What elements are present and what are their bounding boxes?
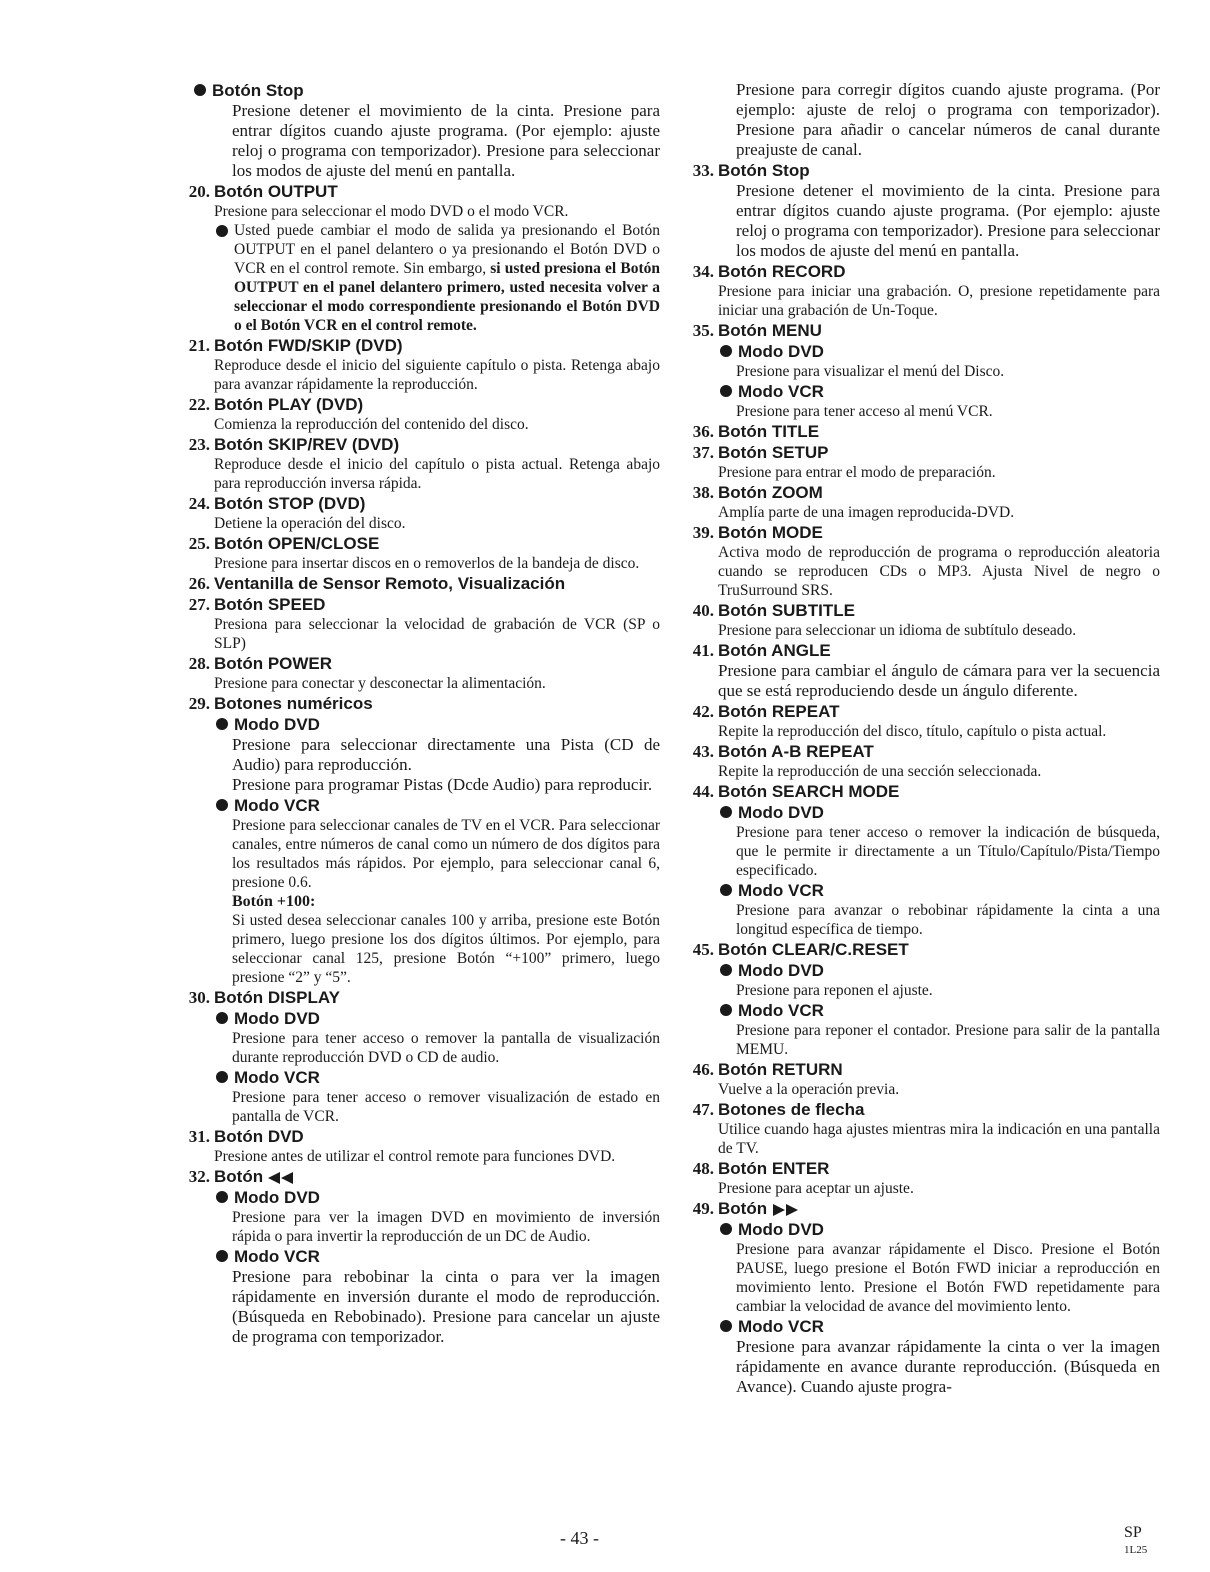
entry-title: Botón MODE [718, 523, 823, 542]
bullet-dot-icon [216, 718, 228, 730]
left-column [170, 80, 660, 1347]
entry-text: Activa modo de reproducción de programa o reproducción aleatoria cuando se reproducen CDs o MP3. Ajusta Nivel de negro o TruSurround SRS. [718, 544, 1160, 599]
entry-text: Presione para seleccionar un idioma de subtítulo deseado. [718, 622, 1077, 639]
bullet-dot-icon [720, 385, 732, 397]
entry-text: Presione para seleccionar el modo DVD o el modo VCR. [214, 203, 569, 220]
entry-text: Presiona para seleccionar la velocidad de grabación de VCR (SP o SLP) [214, 616, 660, 652]
entry-number: 46. [692, 1060, 714, 1079]
entry-title: Botón Stop [718, 161, 810, 180]
document-code: 1L25 [1124, 1544, 1148, 1556]
entry-41 [674, 640, 1160, 701]
mode-dvd-label: Modo DVD [738, 803, 824, 822]
entry-number: 40. [692, 601, 714, 620]
entry-number: 41. [692, 641, 714, 660]
entry-title [718, 1198, 1160, 1219]
mode-vcr-text: Presione para tener acceso al menú VCR. [736, 403, 993, 420]
entry-text: Repite la reproducción del disco, título, capítulo o pista actual. [718, 723, 1107, 740]
entry-number: 32. [188, 1167, 210, 1186]
entry-number: 47. [692, 1100, 714, 1119]
entry-text: Presione detener el movimiento de la cinta. Presione para entrar dígitos cuando ajuste programa. (Por ejemplo: ajuste reloj o programa con temporizador). Presione para seleccionar los modos de ajuste del menú en pantalla. [736, 181, 1160, 260]
entry-42 [674, 701, 1160, 741]
mode-vcr-label: Modo VCR [234, 1247, 320, 1266]
entry-text: Utilice cuando haga ajustes mientras mira la indicación en una pantalla de TV. [718, 1121, 1160, 1157]
bullet-dot-icon [216, 1191, 228, 1203]
entry-title: Botón DVD [214, 1127, 304, 1146]
entry-number: 25. [188, 534, 210, 553]
entry-text: Presione detener el movimiento de la cinta. Presione para entrar dígitos cuando ajuste programa. (Por ejemplo: ajuste reloj o programa con temporizador). Presione para seleccionar los modos de ajuste del menú en pantalla. [232, 101, 660, 180]
entry-32-continued [674, 80, 1160, 160]
mode-dvd-text: Presione para ver la imagen DVD en movimiento de inversión rápida o para invertir la reproducción de un DC de Audio. [232, 1209, 660, 1245]
bullet-dot-icon [194, 84, 206, 96]
entry-31 [170, 1126, 660, 1166]
entry-37 [674, 442, 1160, 482]
entry-title: Botones numéricos [214, 694, 373, 713]
mode-vcr-text: Presione para tener acceso o remover visualización de estado en pantalla de VCR. [232, 1089, 660, 1125]
mode-dvd-text: Presione para visualizar el menú del Disco. [736, 363, 1005, 380]
entry-number: 33. [692, 161, 714, 180]
bullet-dot-icon [720, 1320, 732, 1332]
mode-vcr-label: Modo VCR [234, 1068, 320, 1087]
entry-title: Botón SPEED [214, 595, 326, 614]
entry-30 [170, 987, 660, 1126]
entry-number: 27. [188, 595, 210, 614]
entry-46 [674, 1059, 1160, 1099]
entry-stop-cont [170, 80, 660, 181]
entry-title: Botón SKIP/REV (DVD) [214, 435, 400, 454]
entry-text: Presione para insertar discos en o removerlos de la bandeja de disco. [214, 555, 640, 572]
entry-number: 28. [188, 654, 210, 673]
entry-48 [674, 1158, 1160, 1198]
entry-title: Botón TITLE [718, 422, 820, 441]
entry-27 [170, 594, 660, 653]
entry-number: 35. [692, 321, 714, 340]
page-number: - 43 - [560, 1528, 599, 1548]
entry-number: 34. [692, 262, 714, 281]
entry-title [214, 1166, 660, 1187]
entry-number: 45. [692, 940, 714, 959]
mode-vcr-label: Modo VCR [738, 1001, 824, 1020]
bullet-dot-icon [720, 806, 732, 818]
entry-text: Vuelve a la operación previa. [718, 1081, 900, 1098]
bullet-dot-icon [216, 1250, 228, 1262]
entry-title: Botón RETURN [718, 1060, 843, 1079]
entry-28 [170, 653, 660, 693]
entry-title: Botón PLAY (DVD) [214, 395, 364, 414]
bullet-dot-icon [720, 884, 732, 896]
entry-text: Reproduce desde el inicio del capítulo o pista actual. Retenga abajo para reproducción inversa rápida. [214, 456, 660, 492]
mode-vcr-text: Presione para reponer el contador. Presione para salir de la pantalla MEMU. [736, 1022, 1160, 1058]
mode-vcr-text: Presione para seleccionar canales de TV en el VCR. Para seleccionar canales, entre números de canal como un número de dos dígitos para los resultados más rápidos. Por ejemplo, para seleccionar canal 6, presione 0.6. [232, 817, 660, 891]
continued-text: Presione para corregir dígitos cuando ajuste programa. (Por ejemplo: ajuste de reloj o programa con temporizador). Presione para añadir o cancelar números de canal durante preajuste de canal. [736, 80, 1160, 159]
entry-number: 36. [692, 422, 714, 441]
entry-34 [674, 261, 1160, 320]
mode-dvd-label: Modo DVD [234, 1009, 320, 1028]
entry-49 [674, 1198, 1160, 1397]
entry-text: Detiene la operación del disco. [214, 515, 406, 532]
rewind-icon [268, 1172, 294, 1184]
mode-dvd-text: Presione para reponen el ajuste. [736, 982, 933, 999]
mode-vcr-label: Modo VCR [234, 796, 320, 815]
entry-47 [674, 1099, 1160, 1158]
mode-dvd-text-2: Presione para programar Pistas (Dcde Audio) para reproducir. [232, 775, 653, 794]
entry-number: 44. [692, 782, 714, 801]
entry-number: 29. [188, 694, 210, 713]
entry-title: Botón SETUP [718, 443, 829, 462]
entry-25 [170, 533, 660, 573]
entry-number: 21. [188, 336, 210, 355]
entry-title: Botón ENTER [718, 1159, 830, 1178]
entry-number: 48. [692, 1159, 714, 1178]
entry-title: Botón SEARCH MODE [718, 782, 900, 801]
entry-number: 49. [692, 1199, 714, 1218]
entry-text: Amplía parte de una imagen reproducida-DVD. [718, 504, 1015, 521]
mode-dvd-text: Presione para avanzar rápidamente el Disco. Presione el Botón PAUSE, luego presione el Botón FWD iniciar a reproducción en movimiento lento. Presione el Botón FWD repetidamente para cambiar la velocidad de avance del movimiento lento. [736, 1241, 1160, 1315]
entry-title: Botón SUBTITLE [718, 601, 855, 620]
mode-dvd-label: Modo DVD [234, 715, 320, 734]
entry-44 [674, 781, 1160, 939]
entry-39 [674, 522, 1160, 600]
note-bullet [214, 221, 660, 335]
entry-number: 31. [188, 1127, 210, 1146]
entry-title: Botón REPEAT [718, 702, 840, 721]
entry-title: Botón OUTPUT [214, 182, 338, 201]
mode-vcr-text: Presione para rebobinar la cinta o para ver la imagen rápidamente en inversión durante el modo de reproducción.(Búsqueda en Rebobinado). Presione para cancelar un ajuste de programa con temporizador. [232, 1267, 660, 1346]
mode-dvd-label: Modo DVD [738, 342, 824, 361]
entry-text: Reproduce desde el inicio del siguiente capítulo o pista. Retenga abajo para avanzar rápidamente la reproducción. [214, 357, 660, 393]
entry-36 [674, 421, 1160, 442]
entry-title: Botón Stop [212, 81, 304, 100]
entry-title-text: Botón [718, 1199, 768, 1218]
note-text: Usted puede cambiar el modo de salida ya presionando el Botón OUTPUT en el panel delantero o ya presionando el Botón DVD o VCR en el control remote. Sin embargo, [234, 222, 660, 277]
entry-title: Botón MENU [718, 321, 822, 340]
entry-number: 24. [188, 494, 210, 513]
entry-number: 43. [692, 742, 714, 761]
entry-title: Botón ZOOM [718, 483, 823, 502]
entry-title: Botón STOP (DVD) [214, 494, 366, 513]
entry-38 [674, 482, 1160, 522]
mode-dvd-text: Presione para tener acceso o remover la pantalla de visualización durante reproducción DVD o CD de audio. [232, 1030, 660, 1066]
bullet-dot-icon [216, 799, 228, 811]
entry-29 [170, 693, 660, 987]
entry-24 [170, 493, 660, 533]
mode-vcr-text: Presione para avanzar rápidamente la cinta o ver la imagen rápidamente en avance durante reproducción. (Búsqueda en Avance). Cuando ajuste progra- [736, 1337, 1160, 1396]
entry-title: Botón RECORD [718, 262, 846, 281]
entry-32 [170, 1166, 660, 1347]
entry-33 [674, 160, 1160, 261]
mode-dvd-label: Modo DVD [234, 1188, 320, 1207]
entry-title: Botón OPEN/CLOSE [214, 534, 380, 553]
entry-23 [170, 434, 660, 493]
right-column [674, 80, 1160, 1397]
language-code: SP [1124, 1524, 1142, 1541]
entry-number: 42. [692, 702, 714, 721]
plus100-label: Botón +100: [232, 893, 316, 910]
entry-title: Botones de flecha [718, 1100, 865, 1119]
entry-text: Presione para entrar el modo de preparación. [718, 464, 996, 481]
entry-text: Presione para aceptar un ajuste. [718, 1180, 914, 1197]
entry-20 [170, 181, 660, 335]
entry-text: Presione antes de utilizar el control remote para funciones DVD. [214, 1148, 616, 1165]
mode-dvd-label: Modo DVD [738, 961, 824, 980]
bullet-dot-icon [720, 1004, 732, 1016]
entry-title: Botón DISPLAY [214, 988, 340, 1007]
bullet-dot-icon [216, 1071, 228, 1083]
entry-title: Ventanilla de Sensor Remoto, Visualización [214, 574, 566, 593]
note-bold-text: si usted presiona el Botón OUTPUT en el panel delantero primero, usted necesita volver a seleccionar el modo correspondiente presionando el Botón DVD o el Botón VCR en el control remote. [234, 260, 660, 334]
bullet-dot-icon [216, 225, 228, 237]
entry-26 [170, 573, 660, 594]
entry-43 [674, 741, 1160, 781]
entry-title: Botón A-B REPEAT [718, 742, 874, 761]
entry-35 [674, 320, 1160, 421]
entry-title-text: Botón [214, 1167, 264, 1186]
entry-number: 30. [188, 988, 210, 1007]
mode-vcr-label: Modo VCR [738, 881, 824, 900]
mode-dvd-label: Modo DVD [738, 1220, 824, 1239]
entry-40 [674, 600, 1160, 640]
mode-dvd-text: Presione para seleccionar directamente una Pista (CD de Audio) para reproducción. [232, 735, 660, 774]
entry-title: Botón ANGLE [718, 641, 831, 660]
bullet-dot-icon [720, 1223, 732, 1235]
entry-number: 38. [692, 483, 714, 502]
entry-number: 37. [692, 443, 714, 462]
entry-45 [674, 939, 1160, 1059]
entry-text: Presione para conectar y desconectar la alimentación. [214, 675, 546, 692]
entry-text: Presione para cambiar el ángulo de cámara para ver la secuencia que se está reproduciendo desde un ángulo diferente. [718, 661, 1160, 700]
bullet-dot-icon [720, 964, 732, 976]
entry-number: 22. [188, 395, 210, 414]
bullet-dot-icon [216, 1012, 228, 1024]
entry-text: Presione para iniciar una grabación. O, presione repetidamente para iniciar una grabación de Un-Toque. [718, 283, 1160, 319]
mode-dvd-text: Presione para tener acceso o remover la indicación de búsqueda, que le permite ir directamente a un Título/Capítulo/Pista/Tiempo especificado. [736, 824, 1160, 879]
mode-vcr-label: Modo VCR [738, 382, 824, 401]
entry-text: Comienza la reproducción del contenido del disco. [214, 416, 529, 433]
plus100-text: Si usted desea seleccionar canales 100 y arriba, presione este Botón primero, luego presione los dos dígitos últimos. Por ejemplo, para seleccionar canal 125, presione Botón “+100” primero, luego presione “2” y “5”. [232, 912, 660, 986]
mode-vcr-text: Presione para avanzar o rebobinar rápidamente la cinta a una longitud específica de tiempo. [736, 902, 1160, 938]
entry-text: Repite la reproducción de una sección seleccionada. [718, 763, 1042, 780]
entry-21 [170, 335, 660, 394]
entry-22 [170, 394, 660, 434]
entry-number: 23. [188, 435, 210, 454]
entry-number: 39. [692, 523, 714, 542]
entry-number: 26. [188, 574, 210, 593]
entry-number: 20. [188, 182, 210, 201]
entry-title: Botón POWER [214, 654, 333, 673]
entry-title: Botón FWD/SKIP (DVD) [214, 336, 403, 355]
fast-forward-icon [772, 1204, 798, 1216]
entry-title: Botón CLEAR/C.RESET [718, 940, 909, 959]
mode-vcr-label: Modo VCR [738, 1317, 824, 1336]
bullet-dot-icon [720, 345, 732, 357]
